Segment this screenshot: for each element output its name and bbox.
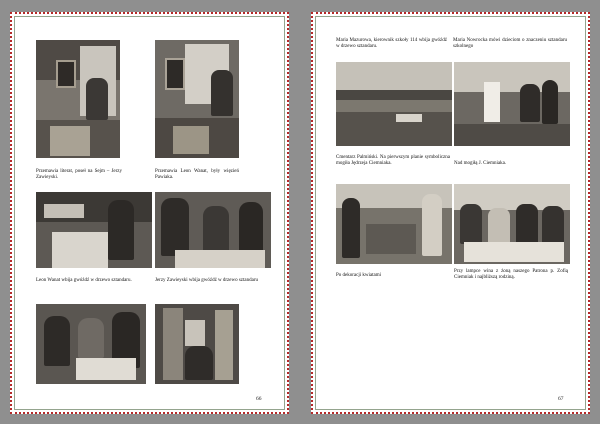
left-page xyxy=(10,12,289,414)
photo-at-grave xyxy=(454,62,570,146)
photo-wine-with-family xyxy=(454,184,570,264)
right-page xyxy=(311,12,590,414)
caption-wanat-speech: Przemawia Leon Wanat, były więzień Pawiaka. xyxy=(155,169,239,180)
photo-people-nailing xyxy=(155,192,271,268)
photo-wanat-nail xyxy=(36,192,152,268)
photo-women-nailing xyxy=(36,304,146,384)
photo-woman-banner xyxy=(155,304,239,384)
photo-flower-decoration xyxy=(336,184,452,264)
caption-palmiry-cemetery: Cmentarz Palmiński. Na pierwszym planie symboliczna mogiła Jędrzeja Ciemniaka. xyxy=(336,155,450,166)
page-number: 66 xyxy=(256,396,262,402)
photo-speaker-portrait-banner xyxy=(36,40,120,158)
caption-at-grave: Nad mogiłą J. Ciemniaka. xyxy=(454,161,507,166)
caption-zawieyski-nail: Jerzy Zawieyski wbija gwóźdź w drzewo sztandaru xyxy=(155,278,259,283)
caption-wine-with-family: Przy lampce wina z żoną naszego Patrona p. Zofią Ciemniak i najbliższą rodziną. xyxy=(454,269,568,280)
caption-mazurowa-nail: Maria Mazurowa, kierownik szkoły 114 wbija gwóźdź w drzewo sztandaru. xyxy=(336,38,447,49)
photo-speaker-ciemniak-banner xyxy=(155,40,239,158)
caption-flower-decoration: Po dekoracji kwiatami xyxy=(336,273,381,278)
caption-nowrocka-speech: Maria Nowrocka mówi dzieciom o znaczeniu sztandaru szkolnego xyxy=(453,38,567,49)
page-number: 67 xyxy=(558,396,564,402)
photo-palmiry-cemetery xyxy=(336,62,452,146)
caption-wanat-nail: Leon Wanat wbija gwóźdź w drzewo sztandaru. xyxy=(36,278,132,283)
caption-zawieyski-speech: Przemawia literat, poseł na Sejm – Jerzy Zawieyski. xyxy=(36,169,122,180)
